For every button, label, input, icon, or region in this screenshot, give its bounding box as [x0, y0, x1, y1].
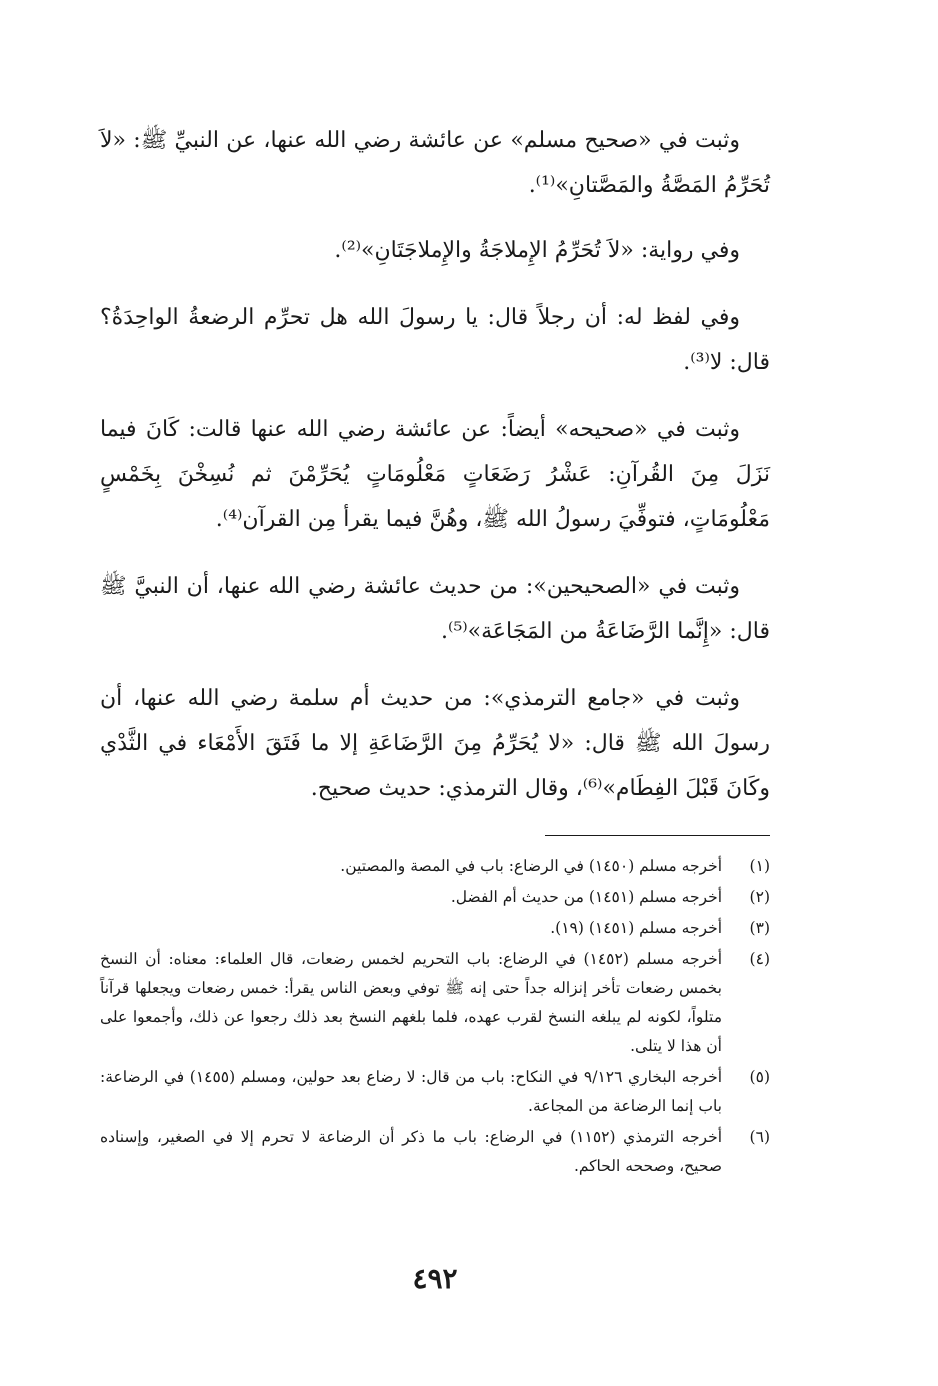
footnote-4 — [100, 945, 770, 1061]
footnote-5 — [100, 1063, 770, 1121]
footnote-1 — [100, 852, 770, 881]
footnote-text: أخرجه البخاري ٩/١٢٦ في النكاح: باب من قال: لا رضاع بعد حولين، ومسلم (١٤٥٥) في الرضاعة: باب إنما الرضاعة من المجاعة. — [100, 1068, 722, 1115]
paragraph-sahihain-hunger: وثبت في «الصحيحين»: من حديث عائشة رضي الله عنها، أن النبيَّ ﷺ قال: «إِنَّما الرَّضَاعَةُ من المَجَاعَة»⁽⁵⁾. — [100, 574, 770, 644]
footnote-number: (٣) — [749, 919, 770, 937]
paragraph-imlaja-narration: وفي رواية: «لاَ تُحَرِّمُ الإِملاجَةُ والإِملاجَتَانِ»⁽²⁾. — [334, 238, 740, 263]
paragraph-tirmidhi: وثبت في «جامع الترمذي»: من حديث أم سلمة رضي الله عنها، أن رسولَ الله ﷺ قال: «لا يُحَرِّمُ مِنَ الرَّضَاعَةِ إلا ما فَتَقَ الأَمْعَاء في الثَّدْي وكَانَ قَبْلَ الفِطَام»⁽⁶⁾، وقال الترمذي: حديث صحيح. — [100, 686, 770, 801]
paragraph-single-suckling: وفي لفظ له: أن رجلاً قال: يا رسولَ الله هل تحرِّم الرضعةُ الواحِدَةُ؟ قال: لا⁽³⁾. — [100, 305, 770, 375]
footnote-2 — [100, 883, 770, 912]
page-number: ٤٩٢ — [412, 1262, 458, 1295]
paragraph-ten-sucklings: وثبت في «صحيحه» أيضاً: عن عائشة رضي الله عنها قالت: كَانَ فيما نَزَلَ مِنَ القُرآنِ: عَشْرُ رَضَعَاتٍ مَعْلُومَاتٍ يُحَرِّمْنَ ثم نُسِخْنَ بِخَمْسٍ مَعْلُومَاتٍ، فتوفِّيَ رسولُ الله ﷺ، وهُنَّ فيما يقرأ مِن القرآن⁽⁴⁾. — [100, 417, 770, 532]
footnote-number: (٦) — [749, 1128, 770, 1146]
footnotes-section — [100, 852, 770, 1183]
footnote-separator — [545, 835, 770, 836]
main-text — [100, 118, 770, 833]
footnote-6 — [100, 1123, 770, 1181]
footnote-number: (٤) — [749, 950, 770, 968]
footnote-number: (٢) — [749, 888, 770, 906]
footnote-text: أخرجه مسلم (١٤٥١) من حديث أم الفضل. — [450, 888, 722, 906]
footnote-3 — [100, 914, 770, 943]
footnote-number: (١) — [749, 857, 770, 875]
footnote-text: أخرجه مسلم (١٤٥٠) في الرضاع: باب في المصة والمصتين. — [340, 857, 722, 875]
footnote-text: أخرجه الترمذي (١١٥٢) في الرضاع: باب ما ذكر أن الرضاعة لا تحرم إلا في الصغير، وإسناده صحيح، وصححه الحاكم. — [100, 1128, 722, 1175]
footnote-number: (٥) — [749, 1068, 770, 1086]
footnote-text: أخرجه مسلم (١٤٥١) (١٩). — [550, 919, 722, 937]
book-page — [100, 0, 770, 1386]
paragraph-muslim-massa: وثبت في «صحيح مسلم» عن عائشة رضي الله عنها، عن النبيِّ ﷺ: «لاَ تُحَرِّمُ المَصَّةُ والمَصَّتانِ»⁽¹⁾. — [100, 128, 770, 198]
footnote-text: أخرجه مسلم (١٤٥٢) في الرضاع: باب التحريم لخمس رضعات، قال العلماء: معناه: أن النسخ بخمس رضعات تأخر إنزاله جداً حتى إنه ﷺ توفي وبعض الناس يقرأ: خمس رضعات ويجعلها قرآناً متلواً، لكونه لم يبلغه النسخ لقرب عهده، فلما بلغهم النسخ بعد ذلك رجعوا عن ذلك، وأجمعوا على أن هذا لا يتلى. — [100, 950, 723, 1055]
